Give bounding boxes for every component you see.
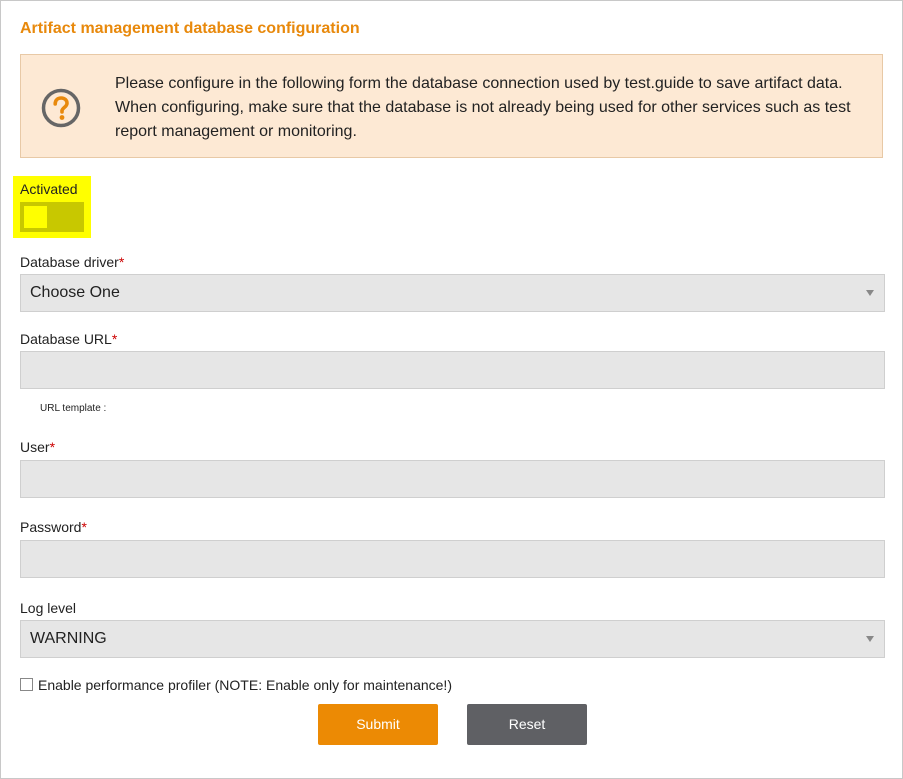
required-mark: * [118,254,125,270]
activated-section [13,176,91,238]
password-label [20,519,87,535]
user-input[interactable] [20,460,885,498]
activated-toggle[interactable] [20,202,84,232]
caret-down-icon [866,290,874,296]
profiler-label[interactable]: Enable performance profiler (NOTE: Enable only for maintenance!) [38,677,452,693]
password-label-text: Password [20,519,82,535]
url-template-hint: URL template : [40,403,107,414]
question-circle-icon [41,88,81,128]
info-text: Please configure in the following form the database connection used by test.guide to save artifact data. When configuring, make sure that the database is not already being used for other services such as test report management or monitoring. [115,75,851,140]
database-url-label [20,331,117,347]
database-url-input[interactable] [20,351,885,389]
user-label [20,439,55,455]
required-mark: * [49,439,56,455]
log-level-value: WARNING [30,630,107,647]
submit-button[interactable]: Submit [318,704,438,745]
toggle-knob [24,206,47,228]
user-label-text: User [20,439,50,455]
log-level-label: Log level [20,600,77,616]
required-mark: * [81,519,87,535]
database-driver-value: Choose One [30,284,120,301]
database-driver-select[interactable] [20,274,885,312]
database-url-label-text: Database URL [20,331,112,347]
profiler-checkbox[interactable] [20,678,33,691]
activated-label: Activated [20,181,78,197]
password-input[interactable] [20,540,885,578]
database-driver-label-text: Database driver [20,254,119,270]
caret-down-icon [866,636,874,642]
log-level-select[interactable] [20,620,885,658]
database-driver-label [20,254,124,270]
page-title: Artifact management database configuration [20,20,360,37]
reset-button[interactable]: Reset [467,704,587,745]
required-mark: * [111,331,118,347]
info-box [20,54,883,158]
